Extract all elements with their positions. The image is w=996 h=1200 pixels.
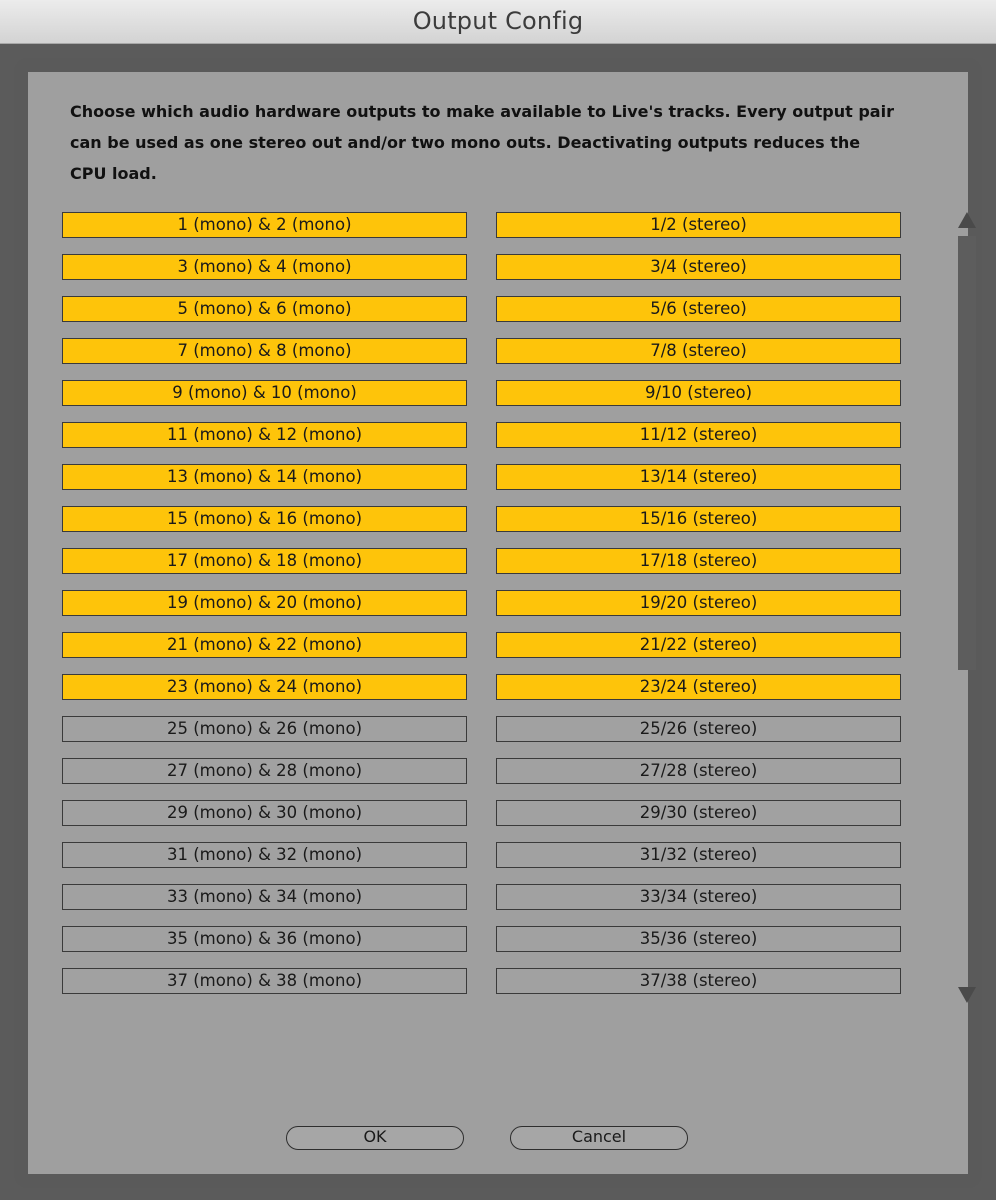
output-stereo-toggle[interactable]: 35/36 (stereo) [496, 926, 901, 952]
output-stereo-toggle[interactable]: 9/10 (stereo) [496, 380, 901, 406]
output-stereo-toggle[interactable]: 31/32 (stereo) [496, 842, 901, 868]
output-stereo-toggle[interactable]: 37/38 (stereo) [496, 968, 901, 994]
output-mono-toggle[interactable]: 35 (mono) & 36 (mono) [62, 926, 467, 952]
output-mono-toggle[interactable]: 1 (mono) & 2 (mono) [62, 212, 467, 238]
window-title: Output Config [412, 7, 584, 35]
scrollbar[interactable] [956, 212, 978, 1012]
scroll-up-icon[interactable] [958, 212, 976, 228]
output-stereo-toggle[interactable]: 29/30 (stereo) [496, 800, 901, 826]
output-mono-toggle[interactable]: 25 (mono) & 26 (mono) [62, 716, 467, 742]
output-mono-toggle[interactable]: 19 (mono) & 20 (mono) [62, 590, 467, 616]
output-mono-toggle[interactable]: 3 (mono) & 4 (mono) [62, 254, 467, 280]
output-mono-toggle[interactable]: 17 (mono) & 18 (mono) [62, 548, 467, 574]
cancel-button[interactable]: Cancel [510, 1126, 688, 1150]
output-mono-toggle[interactable]: 31 (mono) & 32 (mono) [62, 842, 467, 868]
scroll-down-icon[interactable] [958, 987, 976, 1003]
output-stereo-toggle[interactable]: 13/14 (stereo) [496, 464, 901, 490]
output-stereo-toggle[interactable]: 5/6 (stereo) [496, 296, 901, 322]
dialog-frame [14, 58, 982, 1188]
output-mono-toggle[interactable]: 37 (mono) & 38 (mono) [62, 968, 467, 994]
output-mono-toggle[interactable]: 33 (mono) & 34 (mono) [62, 884, 467, 910]
output-mono-toggle[interactable]: 13 (mono) & 14 (mono) [62, 464, 467, 490]
output-stereo-toggle[interactable]: 3/4 (stereo) [496, 254, 901, 280]
output-mono-toggle[interactable]: 21 (mono) & 22 (mono) [62, 632, 467, 658]
title-bar [0, 0, 996, 44]
output-mono-toggle[interactable]: 11 (mono) & 12 (mono) [62, 422, 467, 448]
ok-button[interactable]: OK [286, 1126, 464, 1150]
output-stereo-toggle[interactable]: 17/18 (stereo) [496, 548, 901, 574]
output-stereo-toggle[interactable]: 25/26 (stereo) [496, 716, 901, 742]
output-mono-toggle[interactable]: 7 (mono) & 8 (mono) [62, 338, 467, 364]
output-mono-toggle[interactable]: 5 (mono) & 6 (mono) [62, 296, 467, 322]
output-stereo-toggle[interactable]: 11/12 (stereo) [496, 422, 901, 448]
output-mono-toggle[interactable]: 29 (mono) & 30 (mono) [62, 800, 467, 826]
output-mono-toggle[interactable]: 23 (mono) & 24 (mono) [62, 674, 467, 700]
description-text: Choose which audio hardware outputs to make available to Live's tracks. Every output pair can be used as one stereo out and/or two mono outs. Deactivating outputs reduces the CPU load. [70, 102, 894, 183]
output-mono-toggle[interactable]: 15 (mono) & 16 (mono) [62, 506, 467, 532]
output-stereo-toggle[interactable]: 23/24 (stereo) [496, 674, 901, 700]
output-stereo-toggle[interactable]: 7/8 (stereo) [496, 338, 901, 364]
output-mono-toggle[interactable]: 27 (mono) & 28 (mono) [62, 758, 467, 784]
output-stereo-toggle[interactable]: 27/28 (stereo) [496, 758, 901, 784]
output-stereo-toggle[interactable]: 1/2 (stereo) [496, 212, 901, 238]
scroll-thumb[interactable] [958, 236, 976, 670]
dialog-panel [28, 72, 968, 1174]
output-mono-toggle[interactable]: 9 (mono) & 10 (mono) [62, 380, 467, 406]
output-stereo-toggle[interactable]: 33/34 (stereo) [496, 884, 901, 910]
output-stereo-toggle[interactable]: 19/20 (stereo) [496, 590, 901, 616]
output-stereo-toggle[interactable]: 15/16 (stereo) [496, 506, 901, 532]
output-stereo-toggle[interactable]: 21/22 (stereo) [496, 632, 901, 658]
